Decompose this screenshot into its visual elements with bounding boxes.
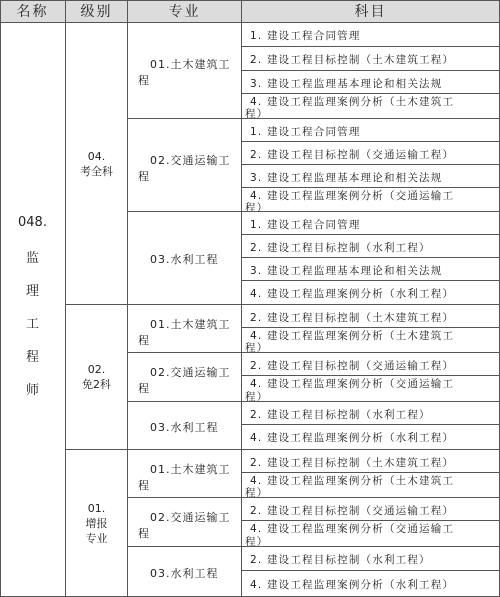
subject-text: 2. 建设工程目标控制（水利工程） [250,242,431,254]
header-major [128,0,242,23]
subject-text: 4. 建设工程监理案例分析（交通运输工 [250,190,455,202]
qualification-name-char: 监 [25,250,39,266]
header-major-label: 专业 [168,4,201,20]
level-label: 专业 [85,531,108,545]
level-code: 04. [87,149,106,163]
subject-text: 2. 建设工程目标控制（交通运输工程） [250,505,455,517]
subject-text-wrap: 程） [245,391,269,402]
subject-text: 2. 建设工程目标控制（水利工程） [250,554,431,566]
subject-cell [242,328,500,353]
level-cell-all-subjects [66,23,128,305]
subject-text: 4. 建设工程监理案例分析（土木建筑工 [250,330,455,342]
subject-cell [242,47,500,71]
level-label: 考全科 [80,164,113,178]
qualification-code: 048. [18,214,47,230]
major-label-wrap: 程 [138,74,149,87]
major-label-wrap: 程 [138,334,149,347]
major-label-wrap: 程 [138,170,149,183]
subject-cell [242,571,500,597]
level-cell-exempt-two [66,305,128,450]
level-code: 02. [87,363,106,376]
qualification-name-char: 工 [25,316,39,332]
subject-text: 3. 建设工程监理基本理论和相关法规 [250,265,443,277]
subject-cell [242,547,500,571]
subject-cell [242,23,500,47]
subject-cell [242,119,500,142]
major-label: 02.交通运输工 [150,154,231,167]
subject-text: 4. 建设工程监理案例分析（交通运输工 [250,523,455,535]
major-cell [128,305,242,353]
header-subject-label: 科目 [354,4,387,20]
header-name [0,0,66,23]
major-label: 01.土木建筑工 [150,318,231,331]
qualification-name-char: 程 [25,349,39,365]
subject-text: 4. 建设工程监理案例分析（交通运输工 [250,378,455,390]
major-label: 03.水利工程 [150,253,219,266]
subject-text-wrap: 程） [245,342,269,353]
major-label-wrap: 程 [138,382,149,395]
qualification-name-char: 师 [25,382,39,398]
subject-text: 2. 建设工程目标控制（交通运输工程） [250,149,455,161]
major-label-wrap: 程 [138,479,149,492]
subject-cell [242,212,500,235]
subject-cell [242,498,500,521]
major-label: 02.交通运输工 [150,366,231,379]
subject-text: 3. 建设工程监理基本理论和相关法规 [250,172,443,184]
subject-text-wrap: 程） [245,536,269,547]
subject-cell [242,425,500,450]
subject-cell [242,305,500,328]
subject-text: 4. 建设工程监理案例分析（土木建筑工 [250,96,455,108]
subject-cell [242,281,500,305]
subject-text: 2. 建设工程目标控制（水利工程） [250,409,431,421]
subject-text: 3. 建设工程监理基本理论和相关法规 [250,78,443,90]
major-cell [128,450,242,498]
header-level-label: 级别 [80,4,113,20]
major-cell [128,353,242,402]
subject-text: 1. 建设工程合同管理 [250,30,361,42]
subject-cell [242,521,500,547]
subject-text: 2. 建设工程目标控制（土木建筑工程） [250,312,455,324]
subject-text-wrap: 程） [245,487,269,498]
subject-cell [242,450,500,473]
major-cell [128,212,242,305]
subject-text: 2. 建设工程目标控制（土木建筑工程） [250,457,455,469]
header-subject [242,0,500,23]
major-label: 01.土木建筑工 [150,463,231,476]
subject-text: 2. 建设工程目标控制（交通运输工程） [250,360,455,372]
subject-cell [242,165,500,188]
subject-cell [242,94,500,119]
major-label: 03.水利工程 [150,567,219,580]
subject-cell [242,142,500,165]
subject-text-wrap: 程） [245,202,269,212]
qualification-name-cell [0,23,66,597]
level-cell-add-major [66,450,128,597]
major-label: 03.水利工程 [150,421,219,434]
major-cell [128,498,242,547]
subject-cell [242,71,500,94]
major-cell [128,547,242,597]
subject-text: 1. 建设工程合同管理 [250,126,361,138]
level-label: 增报 [85,516,108,530]
subject-cell [242,402,500,425]
subject-text: 4. 建设工程监理案例分析（水利工程） [250,579,455,591]
major-cell [128,402,242,450]
subject-cell [242,188,500,212]
subject-text: 1. 建设工程合同管理 [250,219,361,231]
header-level [66,0,128,23]
subject-cell [242,376,500,402]
level-label: 免2科 [82,378,111,391]
major-label: 02.交通运输工 [150,511,231,524]
header-name-label: 名称 [16,4,49,20]
subject-text: 2. 建设工程目标控制（土木建筑工程） [250,54,455,66]
major-cell [128,119,242,212]
subject-text: 4. 建设工程监理案例分析（水利工程） [250,288,455,300]
subject-text: 4. 建设工程监理案例分析（水利工程） [250,432,455,444]
major-label: 01.土木建筑工 [150,58,231,71]
subject-cell [242,235,500,258]
subject-text-wrap: 程） [245,108,269,119]
major-cell [128,23,242,119]
subject-text: 4. 建设工程监理案例分析（土木建筑工 [250,475,455,487]
subject-cell [242,353,500,376]
major-label-wrap: 程 [138,527,149,540]
subject-cell [242,473,500,498]
level-code: 01. [87,501,106,515]
qualification-name-char: 理 [25,283,39,299]
subject-cell [242,258,500,281]
